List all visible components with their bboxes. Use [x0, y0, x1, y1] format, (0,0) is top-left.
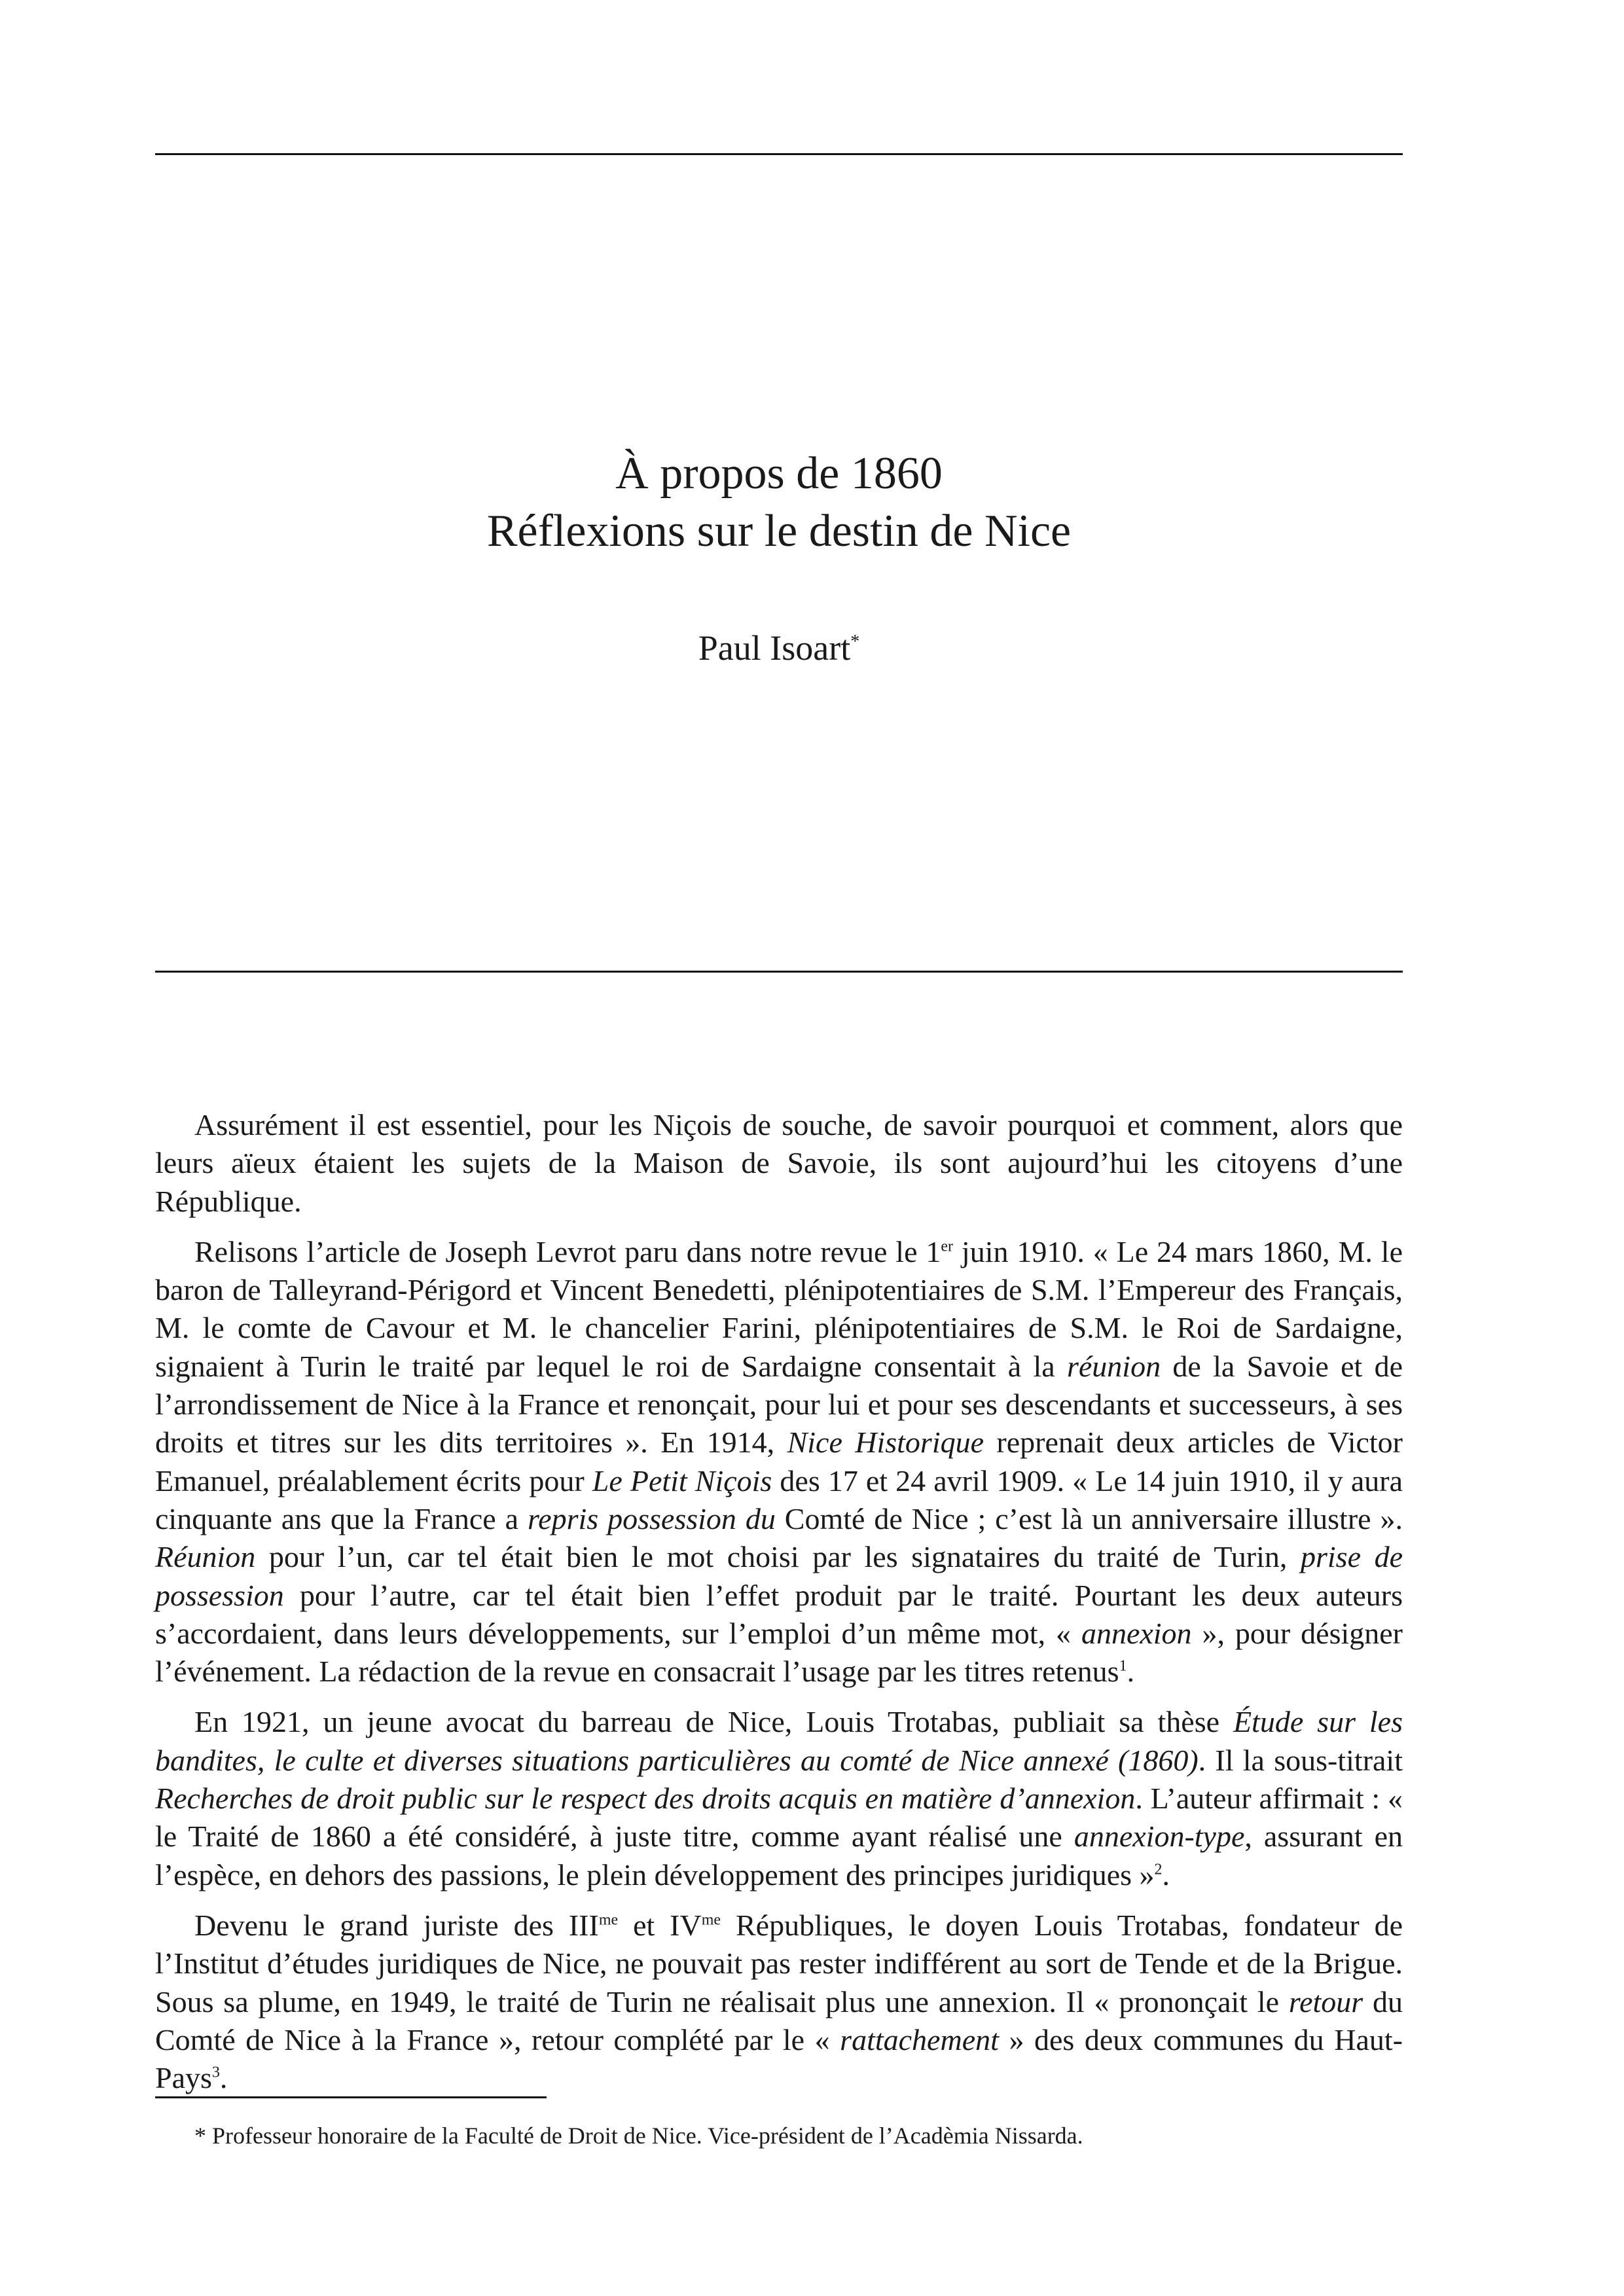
italic-text: Le Petit Niçois: [592, 1463, 772, 1498]
text-run: » des deux communes du Haut-Pays: [155, 2022, 1403, 2095]
footnote-ref: me: [701, 1911, 721, 1929]
text-run: En 1921, un jeune avocat du barreau de Nice, Louis Trotabas, publiait sa thèse: [194, 1705, 1233, 1739]
author-line: [155, 625, 1403, 671]
author-footnote-mark: *: [850, 632, 860, 652]
author-name: Paul Isoart: [698, 628, 851, 668]
text-run: .: [219, 2061, 228, 2095]
middle-rule: [155, 971, 1403, 973]
italic-text: repris possession du: [527, 1501, 776, 1535]
text-run: . Il la sous-titrait: [1198, 1743, 1403, 1777]
italic-text: Nice Historique: [787, 1426, 984, 1460]
footnote: * Professeur honoraire de la Faculté de Droit de Nice. Vice-président de l’Acadèmia Nissarda.: [194, 2123, 1083, 2149]
article-title: À propos de 1860: [615, 448, 943, 499]
italic-text: réunion: [1066, 1349, 1161, 1383]
text-run: Républiques, le doyen Louis Trotabas, fondateur de l’Institut d’études juridiques de Nice, ne pouvait pas rester indifférent au sort de Tende et de la Brigue. Sous sa plume, en 1949, le traité de Turin ne réalisait plus une annexion. Il « prononçait le: [155, 1908, 1403, 2018]
italic-text: Recherches de droit public sur le respect des droits acquis en matière d’annexion: [155, 1782, 1136, 1816]
footnote-rule: [155, 2096, 547, 2098]
title-block: [155, 445, 1403, 560]
text-run: des 17 et 24 avril 1909. « Le 14 juin 1910, il y aura cinquante ans que la France a: [155, 1463, 1403, 1535]
italic-text: annexion-type: [1074, 1820, 1245, 1854]
text-run: Comté de Nice ; c’est là un anniversaire illustre ».: [775, 1501, 1403, 1535]
top-rule: [155, 153, 1403, 155]
text-run: de la Savoie et de l’arrondissement de Nice à la France et renonçait, pour lui et pour ses descendants et successeurs, à ses droits et titres sur les dits territoires ». En 1914,: [155, 1349, 1403, 1460]
body-paragraph: [155, 1907, 1403, 2097]
footnote-ref: 3: [211, 2064, 220, 2081]
text-run: Relisons l’article de Joseph Levrot paru dans notre revue le 1: [194, 1234, 941, 1268]
footnote-ref: me: [598, 1911, 619, 1929]
footnote-ref: 1: [1119, 1657, 1127, 1675]
text-run: . L’auteur affirmait : « le Traité de 1860 a été considéré, à juste titre, comme ayant réalisé une: [155, 1782, 1403, 1854]
text-run: .: [1162, 1857, 1170, 1892]
body-text: [155, 1106, 1403, 2109]
article-subtitle: Réflexions sur le destin de Nice: [486, 506, 1072, 556]
text-run: Devenu le grand juriste des III: [194, 1908, 599, 1942]
body-paragraph: [155, 1703, 1403, 1893]
body-paragraph: [155, 1106, 1403, 1221]
italic-text: annexion: [1081, 1616, 1192, 1650]
text-run: », pour désigner l’événement. La rédaction de la revue en consacrait l’usage par les titres retenus: [155, 1616, 1403, 1689]
text-run: pour l’un, car tel était bien le mot choisi par les signataires du traité de Turin,: [255, 1540, 1301, 1574]
italic-text: Réunion: [155, 1540, 256, 1574]
italic-text: Étude sur les bandites, le culte et diverses situations particulières au comté de Nice annexé (1860): [155, 1705, 1403, 1777]
footnote-ref: 2: [1154, 1861, 1163, 1878]
text-run: et IV: [618, 1908, 702, 1942]
text-run: pour l’autre, car tel était bien l’effet produit par le traité. Pourtant les deux auteurs s’accordaient, dans leurs développements, sur l’emploi d’un même mot, «: [155, 1578, 1403, 1650]
text-run: Assurément il est essentiel, pour les Niçois de souche, de savoir pourquoi et comment, alors que leurs aïeux étaient les sujets de la Maison de Savoie, ils sont aujourd’hui les citoyens d’une République.: [155, 1108, 1403, 1218]
italic-text: retour: [1288, 1984, 1363, 2018]
italic-text: rattachement: [840, 2022, 999, 2056]
italic-text: prise de possession: [155, 1540, 1403, 1612]
text-run: du Comté de Nice à la France », retour complété par le «: [155, 1984, 1403, 2056]
text-run: juin 1910. « Le 24 mars 1860, M. le baron de Talleyrand-Périgord et Vincent Benedetti, plénipotentiaires de S.M. l’Empereur des Français, M. le comte de Cavour et M. le chancelier Farini, plénipotentiaires de S.M. le Roi de Sardaigne, signaient à Turin le traité par lequel le roi de Sardaigne consentait à la: [155, 1234, 1403, 1383]
text-run: reprenait deux articles de Victor Emanuel, préalablement écrits pour: [155, 1426, 1403, 1498]
body-paragraph: [155, 1233, 1403, 1691]
footnote-ref: er: [941, 1238, 954, 1255]
text-run: , assurant en l’espèce, en dehors des passions, le plein développement des principes juridiques »: [155, 1820, 1403, 1892]
text-run: .: [1127, 1655, 1135, 1689]
